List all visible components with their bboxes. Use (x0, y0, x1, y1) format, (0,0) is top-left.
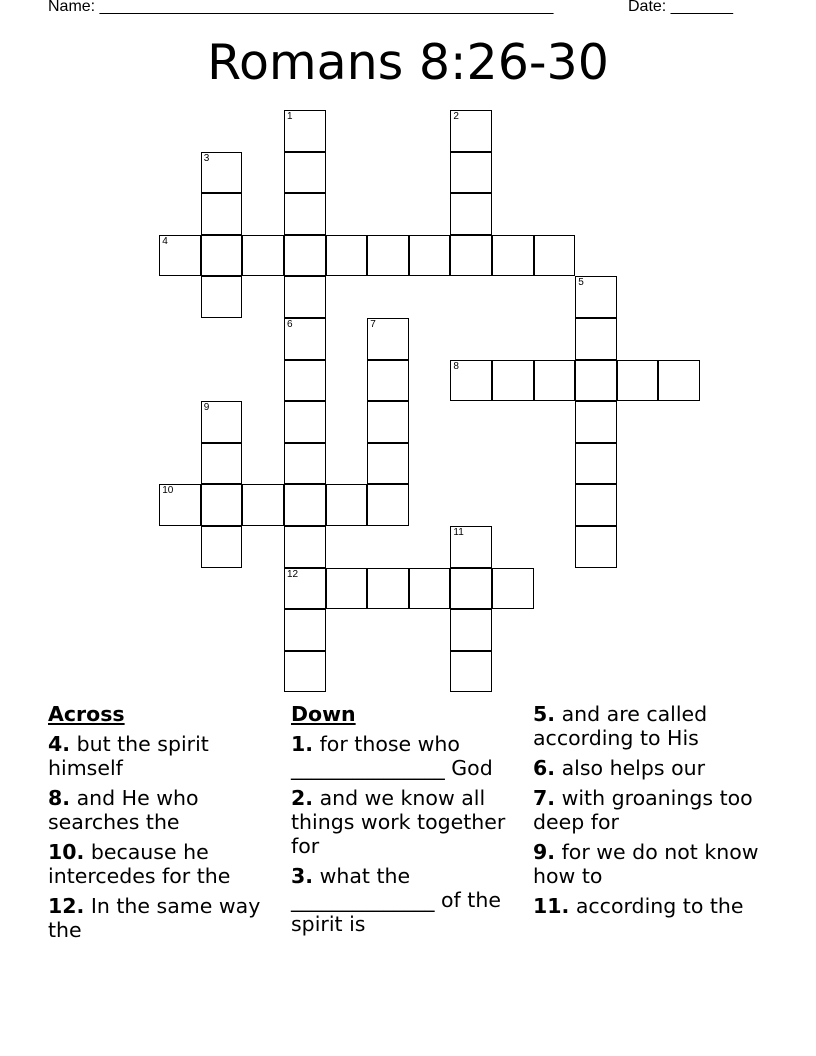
grid-cell[interactable] (284, 401, 326, 443)
clue-number-label: 3 (203, 152, 210, 164)
grid-cell[interactable] (367, 568, 409, 610)
clue-number: 1. (291, 732, 314, 756)
grid-cell[interactable] (201, 484, 243, 526)
clue-number-label: 1 (287, 111, 293, 122)
grid-cell[interactable] (575, 360, 617, 402)
grid-cell[interactable] (575, 443, 617, 485)
grid-cell[interactable] (201, 526, 243, 568)
clue-text: for we do not know how to (533, 840, 759, 888)
grid-cell[interactable] (534, 235, 576, 277)
across-clues (48, 702, 284, 948)
grid-cell[interactable] (492, 568, 534, 610)
grid-cell[interactable] (450, 360, 492, 402)
grid-cell[interactable] (450, 651, 492, 693)
clue-number-label: 9 (203, 402, 210, 414)
grid-cell[interactable] (450, 110, 492, 152)
grid-cell[interactable] (159, 484, 201, 526)
clue-down-11 (533, 894, 769, 918)
clue-number-label: 10 (162, 485, 174, 497)
grid-cell[interactable] (450, 152, 492, 194)
grid-cell[interactable] (367, 235, 409, 277)
grid-cell[interactable] (367, 318, 409, 360)
down-clues-1 (291, 702, 527, 942)
clue-text: because he intercedes for the (48, 840, 231, 888)
clue-down-7 (533, 786, 769, 834)
grid-cell[interactable] (617, 360, 659, 402)
clue-down-1 (291, 732, 527, 780)
grid-cell[interactable] (575, 401, 617, 443)
grid-cell[interactable] (284, 651, 326, 693)
grid-cell[interactable] (575, 276, 617, 318)
page-title: Romans 8:26-30 (207, 34, 609, 91)
clue-number: 4. (48, 732, 71, 756)
grid-cell[interactable] (367, 484, 409, 526)
clue-text: according to the (569, 894, 744, 918)
grid-cell[interactable] (284, 568, 326, 610)
grid-cell[interactable] (575, 318, 617, 360)
clue-text: also helps our (555, 756, 706, 780)
grid-cell[interactable] (159, 235, 201, 277)
grid-cell[interactable] (409, 235, 451, 277)
grid-cell[interactable] (450, 526, 492, 568)
grid-cell[interactable] (658, 360, 700, 402)
grid-cell[interactable] (284, 526, 326, 568)
clue-text: for those who _______________ God (291, 732, 493, 780)
grid-cell[interactable] (492, 360, 534, 402)
grid-cell[interactable] (575, 484, 617, 526)
clue-number: 3. (291, 864, 314, 888)
name-line: Name: ___________________________________________________ (48, 0, 554, 15)
grid-cell[interactable] (201, 276, 243, 318)
grid-cell[interactable] (242, 484, 284, 526)
clue-number: 2. (291, 786, 314, 810)
grid-cell[interactable] (201, 401, 243, 443)
grid-cell[interactable] (409, 568, 451, 610)
clue-down-2 (291, 786, 527, 858)
clue-number: 9. (533, 840, 556, 864)
clue-number-label: 11 (453, 527, 464, 538)
clue-number: 5. (533, 702, 556, 726)
grid-cell[interactable] (326, 235, 368, 277)
grid-cell[interactable] (201, 443, 243, 485)
clue-number-label: 5 (578, 277, 584, 289)
grid-cell[interactable] (450, 609, 492, 651)
grid-cell[interactable] (450, 568, 492, 610)
clue-text: and we know all things work together for (291, 786, 506, 858)
clue-number: 11. (533, 894, 570, 918)
grid-cell[interactable] (284, 276, 326, 318)
clue-across-10 (48, 840, 284, 888)
clue-number-label: 12 (287, 568, 299, 580)
grid-cell[interactable] (450, 235, 492, 277)
clue-number-label: 8 (453, 360, 459, 372)
grid-cell[interactable] (367, 360, 409, 402)
grid-cell[interactable] (201, 235, 243, 277)
clue-across-8 (48, 786, 284, 834)
grid-cell[interactable] (284, 609, 326, 651)
grid-cell[interactable] (284, 110, 326, 152)
clue-across-4 (48, 732, 284, 780)
clue-number: 7. (533, 786, 556, 810)
clue-down-3 (291, 864, 527, 936)
grid-cell[interactable] (284, 318, 326, 360)
clue-text: but the spirit himself (48, 732, 209, 780)
clue-number: 10. (48, 840, 85, 864)
clue-number-label: 7 (370, 319, 376, 330)
grid-cell[interactable] (492, 235, 534, 277)
clue-number: 12. (48, 894, 85, 918)
grid-cell[interactable] (326, 484, 368, 526)
grid-cell[interactable] (284, 443, 326, 485)
clue-text: what the ______________ of the spirit is (291, 864, 501, 936)
clue-number: 6. (533, 756, 556, 780)
grid-cell[interactable] (284, 193, 326, 235)
grid-cell[interactable] (575, 526, 617, 568)
across-heading: Across (48, 702, 125, 726)
clue-down-5 (533, 702, 769, 750)
clue-text: and He who searches the (48, 786, 199, 834)
clue-across-12 (48, 894, 284, 942)
grid-cell[interactable] (284, 484, 326, 526)
clue-number-label: 2 (453, 111, 459, 122)
grid-cell[interactable] (201, 152, 243, 194)
grid-cell[interactable] (450, 193, 492, 235)
down-clues-2 (533, 702, 769, 924)
clue-number: 8. (48, 786, 71, 810)
clue-text: In the same way the (48, 894, 261, 942)
grid-cell[interactable] (284, 235, 326, 277)
grid-cell[interactable] (326, 568, 368, 610)
grid-cell[interactable] (284, 360, 326, 402)
grid-cell[interactable] (534, 360, 576, 402)
grid-cell[interactable] (367, 401, 409, 443)
down-heading: Down (291, 702, 356, 726)
clue-down-9 (533, 840, 769, 888)
grid-cell[interactable] (284, 152, 326, 194)
clue-number-label: 6 (287, 319, 293, 330)
grid-cell[interactable] (242, 235, 284, 277)
clue-text: and are called according to His (533, 702, 708, 750)
clue-number-label: 4 (162, 235, 168, 247)
grid-cell[interactable] (367, 443, 409, 485)
clue-down-6 (533, 756, 769, 780)
date-line: Date: _______ (628, 0, 733, 15)
clue-text: with groanings too deep for (533, 786, 753, 834)
grid-cell[interactable] (201, 193, 243, 235)
